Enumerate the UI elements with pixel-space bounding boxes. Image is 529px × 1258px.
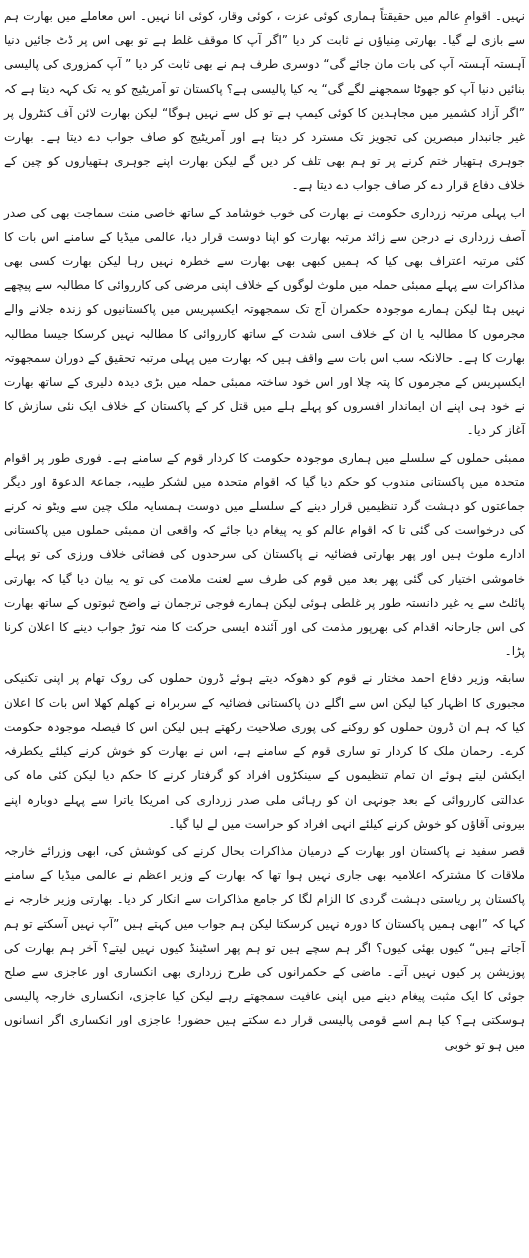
- article-paragraph-1: نہیں۔ اقوامِ عالم میں حقیقتاً ہماری کوئی عزت ، کوئی وقار، کوئی انا نہیں۔ اس معاملے میں بھارت ہم سے بازی لے گیا۔ بھارتی مِنیاؤں نے ثابت کر دیا ”اگر آپ کا موقف غلط ہے تو بھی اس پر ڈٹ جائیں دنیا آہستہ آہستہ آپ کی بات مان جائے گی“ دوسری طرف ہم نے بھی ثابت کر دیا ” آپ کمزوری کی پالیسی بنائیں دنیا آپ کو جھوٹا سمجھنے لگے گی“ یہ کیا پالیسی ہے؟ پاکستان تو آمریٹیج کو یہ تک کہہ دیتا ہے کہ ”اگر آزاد کشمیر میں مجاہدین کا کوئی کیمپ ہے تو کل سے نہیں ہوگا“ لیکن بھارت لائن آف کنٹرول پر غیر جانبدار مبصرین کی تجویز تک مسترد کر دیتا ہے اور آمریٹیج کو صاف جواب دے دیتا ہے۔ بھارت جوہری ہتھیار ختم کرنے پر تو ہم بھی تلف کر دیں گے لیکن بھارت اپنے جوہری ہتھیاروں کو چین کے خلاف دفاع قرار دے کر صاف جواب دے دیتا ہے۔: [4, 9, 525, 193]
- article-paragraph-2: اب پہلی مرتبہ زرداری حکومت نے بھارت کی خوب خوشامد کے ساتھ خاصی منت سماجت بھی کی صدر آصف زرداری نے درجن سے زائد مرتبہ بھارت کو اپنا دوست قرار دیا، عالمی میڈیا کے سامنے اس بات کا کئی مرتبہ اعتراف بھی کیا کہ ہمیں کبھی بھی بھارت سے خطرہ نہیں رہا لیکن بھارت کسی بھی مذاکرات سے پہلے ممبئی حملہ میں ملوث لوگوں کے خلاف اپنی مرضی کی کارروائی کا مطالبہ سے پیچھے نہیں ہٹا لیکن ہمارے موجودہ حکمران آج تک سمجھوتہ ایکسپریس میں پاکستانیوں کو زندہ جلانے والے مجرموں کا مطالبہ یا ان کے خلاف اسی شدت کے ساتھ کارروائی کا مطالبہ نہیں کرسکا جیسا مطالبہ بھارت کا ہے۔ حالانکہ سب اس بات سے واقف ہیں کہ بھارت میں پہلی مرتبہ تحقیق کے دوران سمجھوتہ ایکسپریس کے مجرموں کا پتہ چلا اور اس خود ساختہ ممبئی حملہ میں بڑی دیدہ دلیری کے ساتھ بھارت نے خود ہی اپنے ان ایماندار افسروں کو پہلے ہلے میں قتل کر کے پاکستان کے خلاف ایک نئی سازش کا آغاز کر دیا۔: [4, 205, 525, 438]
- article-paragraph-4: سابقہ وزیر دفاع احمد مختار نے قوم کو دھوکہ دیتے ہوئے ڈرون حملوں کی روک تھام پر اپنی تکنیکی مجبوری کا اظہار کیا لیکن اس سے اگلے دن پاکستانی فضائیہ کے سربراہ نے کھلم کھلا اس بات کا اعلان کیا کہ ہم ان ڈرون حملوں کو روکنے کی پوری صلاحیت رکھتے ہیں لیکن اس کا فیصلہ موجودہ حکومت کرے۔ رحمان ملک کا کردار تو ساری قوم کے سامنے ہے، اس نے بھارت کو خوش کرنے کیلئے یکطرفہ ایکشن لیتے ہوئے ان تمام تنظیموں کے سینکڑوں افراد کو گرفتار کرنے کا حکم دیا لیکن کئی ماہ کی عدالتی کارروائی کے بعد جونہی ان کو رہائی ملی صدر زرداری کی امریکا یاترا سے پہلے دوبارہ اپنے بیرونی آقاؤں کو خوش کرنے کیلئے انہی افراد کو حراست میں لے لیا گیا۔: [4, 671, 525, 831]
- article-paragraph-5: قصر سفید نے پاکستان اور بھارت کے درمیان مذاکرات بحال کرنے کی کوشش کی، ابھی وزرائے خارجہ ملاقات کا مشترکہ اعلامیہ بھی جاری نہیں ہوا تھا کہ بھارت کے وزیر اعظم نے عالمی میڈیا کے سامنے پاکستان پر ریاستی دہشت گردی کا الزام لگا کر جامع مذاکرات سے انکار کر دیا۔ بھارتی وزیر خارجہ نے کہا کہ ”ابھی ہمیں پاکستان کا دورہ نہیں کرسکتا لیکن ہم جواب میں کہتے ہیں ”آپ نہیں آسکتے تو ہم آجاتے ہیں“ کیوں بھئی کیوں؟ اگر ہم سچے ہیں تو ہم پھر اسٹینڈ کیوں نہیں لیتے؟ آخر ہم بھارت کی پوزیشن پر کیوں نہیں آتے۔ ماضی کے حکمرانوں کی طرح زرداری بھی انکساری اور عاجزی سے صلح جوئی کا ایک مثبت پیغام دینے میں اپنی عافیت سمجھتے رہے لیکن کیا عاجزی، انکساری خارجہ پالیسی ہوسکتی ہے؟ کیا ہم اسے قومی پالیسی قرار دے سکتے ہیں حضور! عاجزی اور انکساری اگر انسانوں میں ہو تو خوبی: [4, 843, 525, 1052]
- article-paragraph-3: ممبئی حملوں کے سلسلے میں ہماری موجودہ حکومت کا کردار قوم کے سامنے ہے۔ فوری طور پر اقوام متحدہ میں پاکستانی مندوب کو حکم دیا گیا کہ اقوام متحدہ میں لشکر طیبہ، جماعۃ الدعوۃ اور دیگر جماعتوں کو دہشت گرد تنظیمیں قرار دینے کے سلسلے میں دوست ہمسایہ ملک چین سے ویٹو نہ کرنے کی درخواست کی گئی تا کہ اقوام عالم کو یہ پیغام دیا جائے کہ واقعی ان ممبئی حملوں میں پاکستانی ادارے ملوث ہیں اور پھر بھارتی فضائیہ نے پاکستان کی سرحدوں کی فضائی خلاف ورزی کی تو پہلے خاموشی اختیار کی گئی پھر بعد میں قوم کی طرف سے لعنت ملامت کی تو یہ بیان دیا گیا کہ بھارتی پائلٹ سے یہ غیر دانستہ طور پر غلطی ہوئی لیکن ہمارے فوجی ترجمان نے واضح ثبوتوں کے ساتھ بھارت کی اس جارحانہ اقدام کی بھرپور مذمت کی اور آئندہ ایسی حرکت کا منہ توڑ جواب دینے کا اعلان کرنا پڑا۔: [4, 450, 525, 659]
